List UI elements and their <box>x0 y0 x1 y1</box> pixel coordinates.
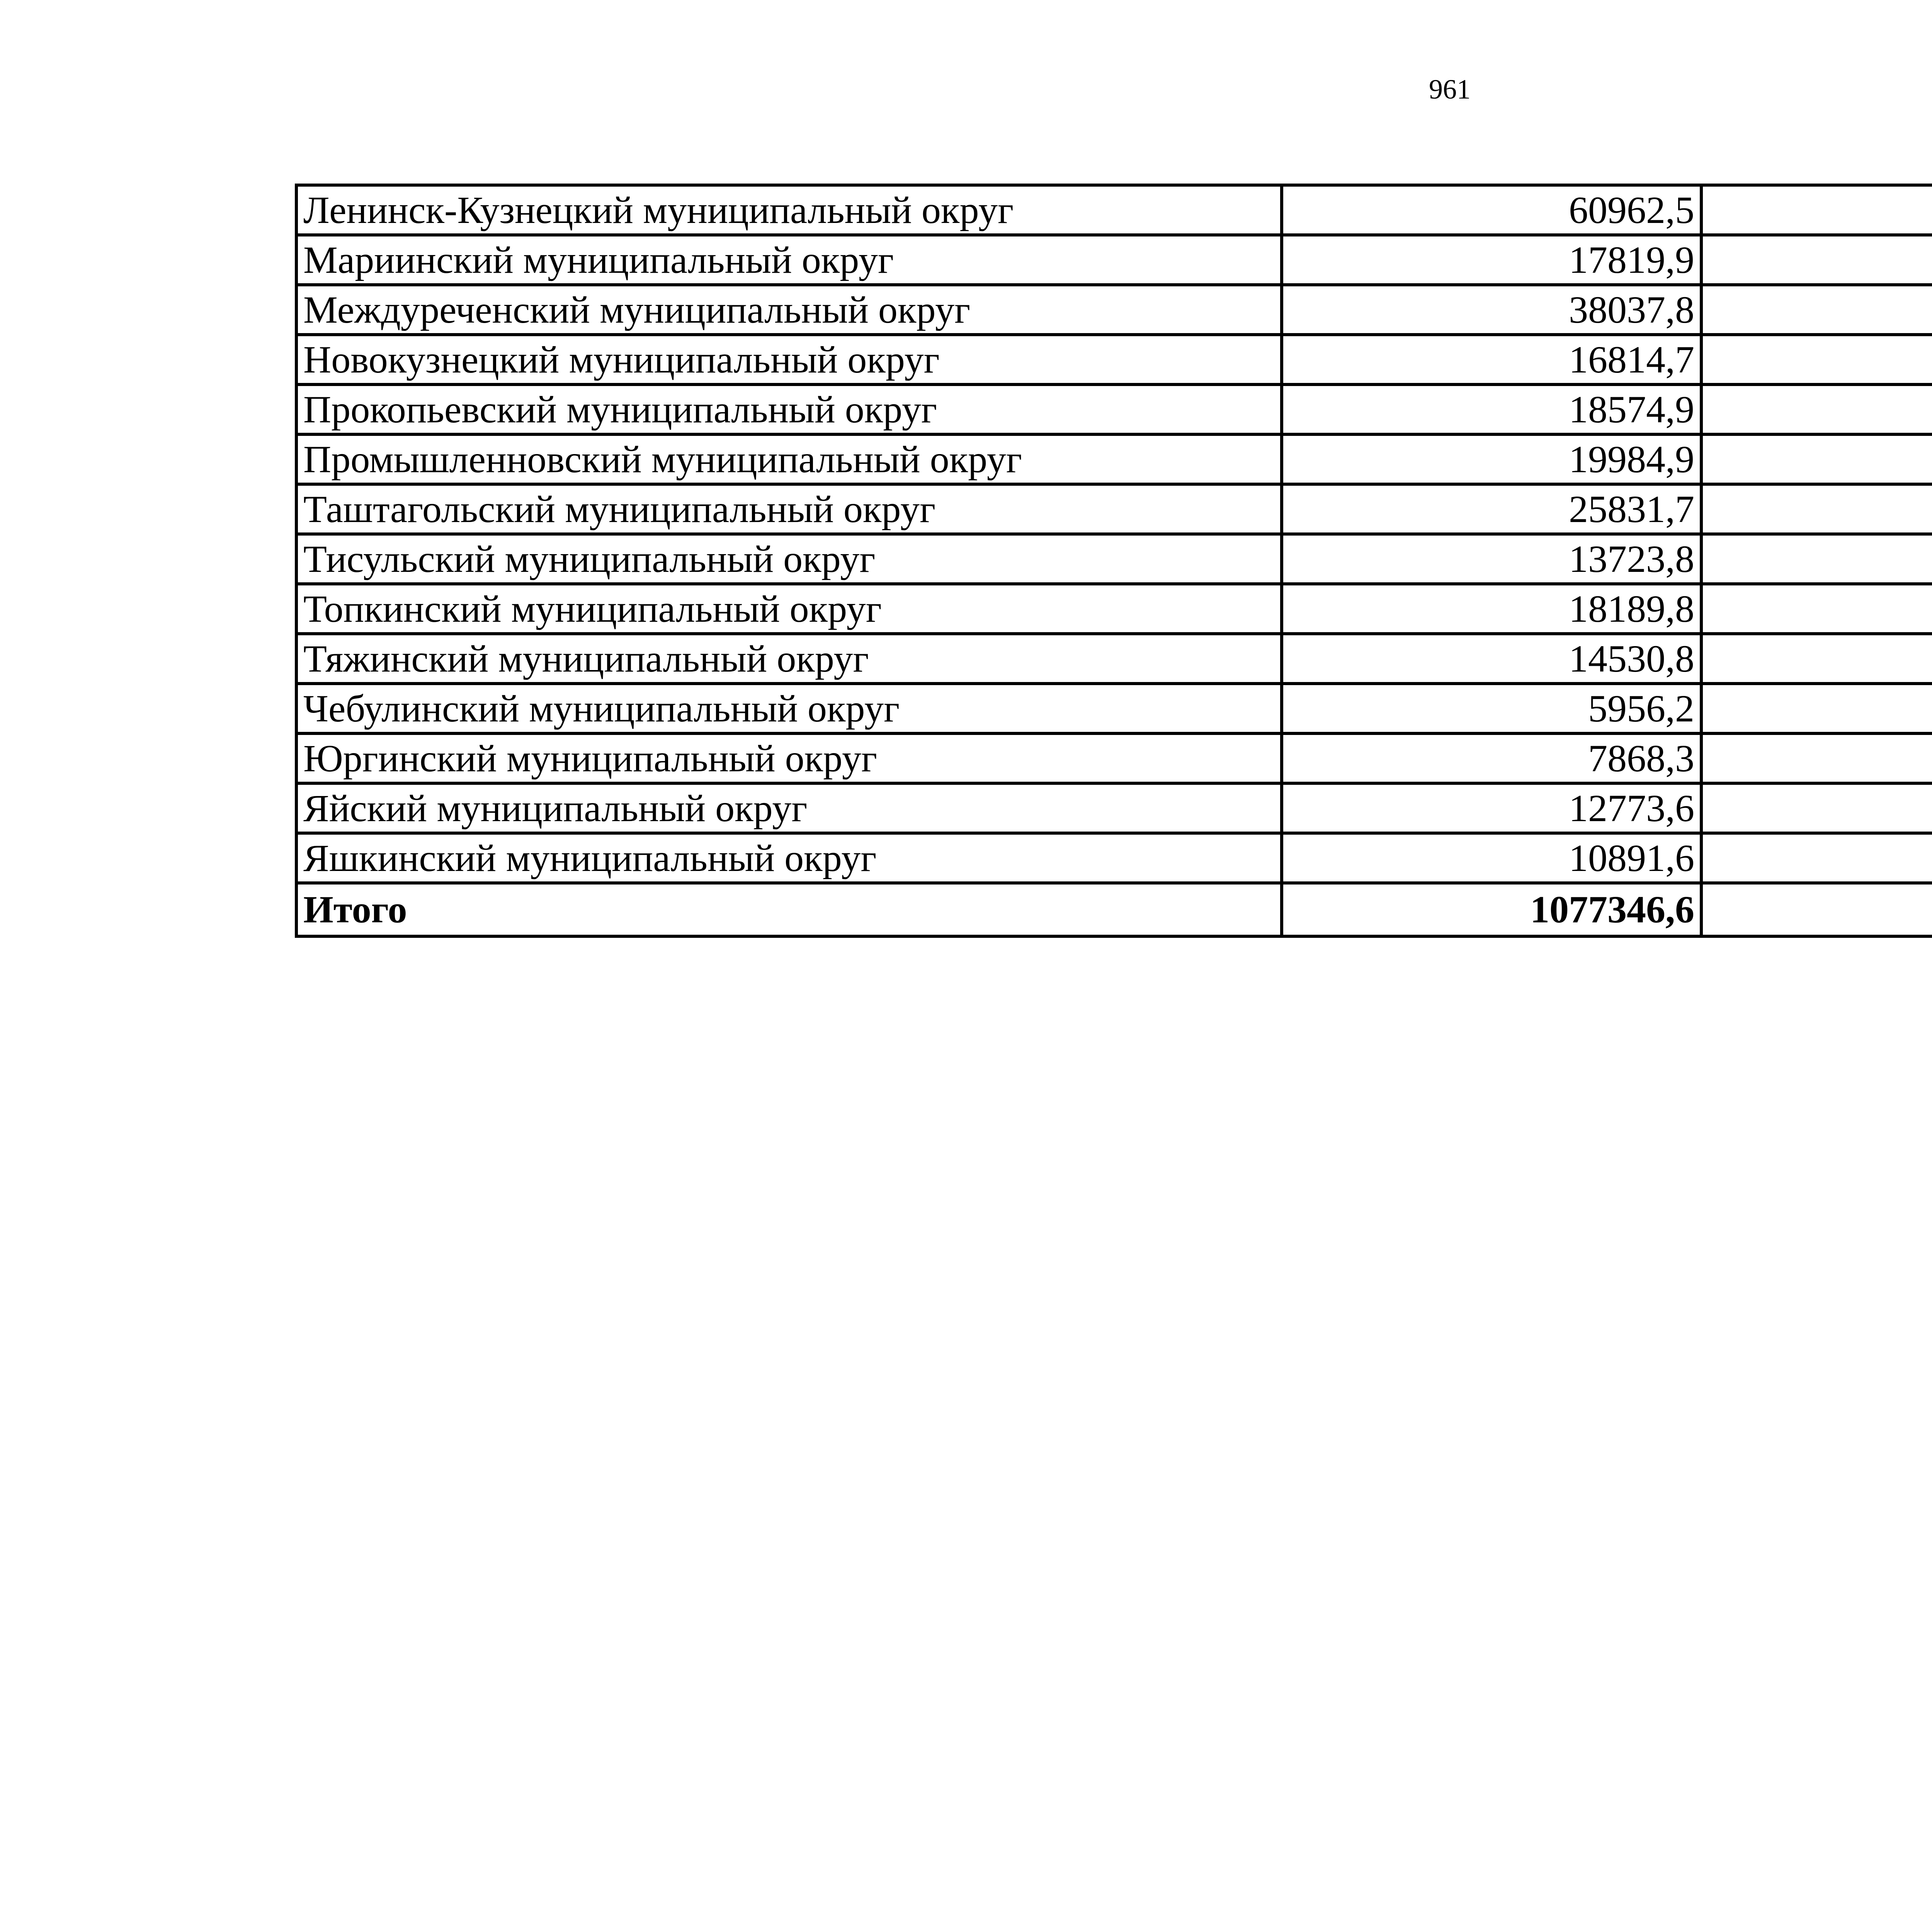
value-col-2 <box>1701 833 1932 883</box>
value-col-1: 12773,6 <box>1282 783 1701 833</box>
value-col-1: 17819,9 <box>1282 235 1701 285</box>
district-name: Топкинский муниципальный округ <box>296 584 1282 634</box>
table-row <box>296 534 1932 584</box>
value-col-2 <box>1701 534 1932 584</box>
value-col-2 <box>1701 733 1932 783</box>
value-col-1: 38037,8 <box>1282 285 1701 335</box>
table-row <box>296 833 1932 883</box>
table-row <box>296 684 1932 733</box>
district-name: Яйский муниципальный округ <box>296 783 1282 833</box>
data-table <box>295 184 1932 938</box>
district-name: Тяжинский муниципальный округ <box>296 634 1282 684</box>
total-value-col-1: 1077346,6 <box>1282 883 1701 936</box>
value-col-2 <box>1701 235 1932 285</box>
value-col-2 <box>1701 384 1932 434</box>
table-row <box>296 584 1932 634</box>
value-col-2 <box>1701 484 1932 534</box>
district-name: Таштагольский муниципальный округ <box>296 484 1282 534</box>
district-name: Новокузнецкий муниципальный округ <box>296 335 1282 384</box>
value-col-1: 7868,3 <box>1282 733 1701 783</box>
value-col-2 <box>1701 634 1932 684</box>
district-name: Промышленновский муниципальный округ <box>296 434 1282 484</box>
district-name: Чебулинский муниципальный округ <box>296 684 1282 733</box>
table-row <box>296 634 1932 684</box>
value-col-2 <box>1701 285 1932 335</box>
district-name: Тисульский муниципальный округ <box>296 534 1282 584</box>
table-row <box>296 733 1932 783</box>
district-name: Междуреченский муниципальный округ <box>296 285 1282 335</box>
value-col-2 <box>1701 335 1932 384</box>
value-col-1: 10891,6 <box>1282 833 1701 883</box>
table-row <box>296 484 1932 534</box>
value-col-1: 5956,2 <box>1282 684 1701 733</box>
district-name: Ленинск-Кузнецкий муниципальный округ <box>296 185 1282 235</box>
table-row <box>296 783 1932 833</box>
district-name: Мариинский муниципальный округ <box>296 235 1282 285</box>
value-col-1: 19984,9 <box>1282 434 1701 484</box>
value-col-1: 14530,8 <box>1282 634 1701 684</box>
page-number: 961 <box>1429 74 1471 105</box>
value-col-2 <box>1701 434 1932 484</box>
table-row <box>296 235 1932 285</box>
table-row <box>296 285 1932 335</box>
value-col-2 <box>1701 783 1932 833</box>
district-name: Юргинский муниципальный округ <box>296 733 1282 783</box>
value-col-1: 13723,8 <box>1282 534 1701 584</box>
value-col-2 <box>1701 584 1932 634</box>
value-col-1: 18574,9 <box>1282 384 1701 434</box>
table-row <box>296 185 1932 235</box>
value-col-1: 25831,7 <box>1282 484 1701 534</box>
district-name: Яшкинский муниципальный округ <box>296 833 1282 883</box>
total-value-col-2 <box>1701 883 1932 936</box>
district-name: Прокопьевский муниципальный округ <box>296 384 1282 434</box>
value-col-1: 60962,5 <box>1282 185 1701 235</box>
total-row <box>296 883 1932 936</box>
total-label: Итого <box>296 883 1282 936</box>
value-col-2 <box>1701 684 1932 733</box>
value-col-1: 16814,7 <box>1282 335 1701 384</box>
table-row <box>296 335 1932 384</box>
value-col-1: 18189,8 <box>1282 584 1701 634</box>
value-col-2 <box>1701 185 1932 235</box>
table-row <box>296 384 1932 434</box>
table-row <box>296 434 1932 484</box>
